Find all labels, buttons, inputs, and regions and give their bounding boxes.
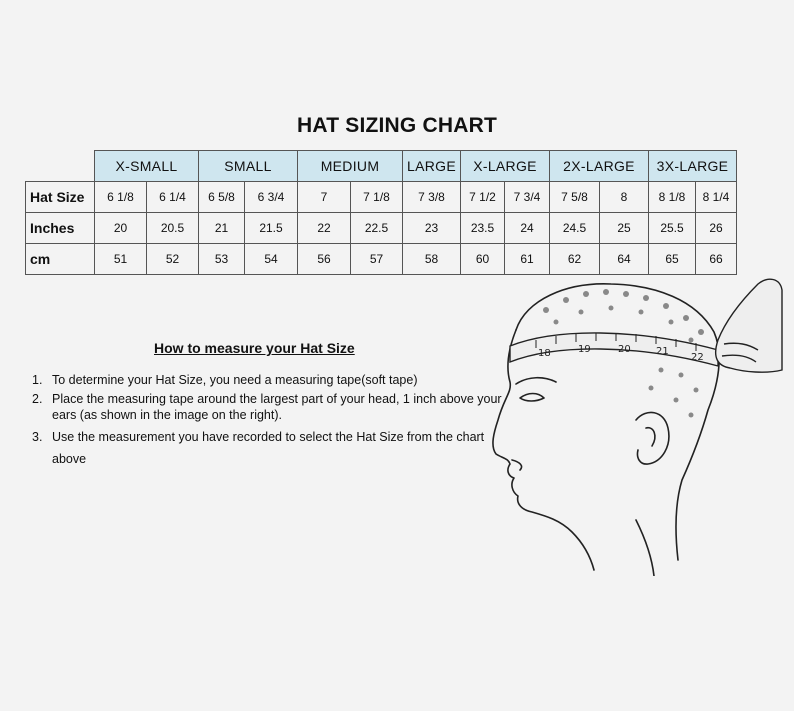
list-item [32, 372, 502, 388]
face-profile [493, 330, 594, 570]
table-cell: 51 [95, 244, 147, 275]
table-cell: 8 1/8 [649, 182, 696, 213]
table-cell: 61 [505, 244, 550, 275]
table-cell: 7 3/4 [505, 182, 550, 213]
table-cell: 53 [199, 244, 245, 275]
tape-mark: 22 [691, 352, 704, 363]
hat-size-table [25, 150, 737, 275]
table-cell: 60 [461, 244, 505, 275]
step-number: 1. [32, 373, 43, 387]
row-label: Hat Size [26, 182, 95, 213]
table-cell: 21 [199, 213, 245, 244]
group-header-xlarge: X-LARGE [461, 151, 550, 182]
tape-mark: 20 [618, 344, 631, 355]
neck-outline [636, 520, 654, 576]
table-cell: 66 [696, 244, 737, 275]
table-cell: 25.5 [649, 213, 696, 244]
table-cell: 62 [550, 244, 600, 275]
group-header-small: SMALL [199, 151, 298, 182]
table-cell: 65 [649, 244, 696, 275]
table-cell: 7 [298, 182, 351, 213]
group-header-large: LARGE [403, 151, 461, 182]
list-item [32, 391, 502, 423]
step-text: To determine your Hat Size, you need a measuring tape(soft tape) [52, 373, 418, 387]
step-text: Use the measurement you have recorded to select the Hat Size from the chart above [52, 430, 485, 466]
table-cell: 7 1/8 [351, 182, 403, 213]
table-cell: 54 [245, 244, 298, 275]
table-cell: 8 [600, 182, 649, 213]
list-item [32, 426, 502, 470]
table-cell: 7 1/2 [461, 182, 505, 213]
table-row [26, 182, 737, 213]
table-cell: 6 1/8 [95, 182, 147, 213]
table-cell: 25 [600, 213, 649, 244]
tape-mark: 18 [538, 348, 551, 359]
table-row [26, 213, 737, 244]
table-cell: 24.5 [550, 213, 600, 244]
step-text: Place the measuring tape around the largest part of your head, 1 inch above your ears (as shown in the image on the right). [52, 392, 502, 422]
table-cell: 52 [147, 244, 199, 275]
eye-outline [520, 394, 544, 402]
table-cell: 20 [95, 213, 147, 244]
table-cell: 23 [403, 213, 461, 244]
measure-steps-list [32, 372, 502, 473]
table-cell: 57 [351, 244, 403, 275]
table-cell: 64 [600, 244, 649, 275]
table-cell: 21.5 [245, 213, 298, 244]
row-label: cm [26, 244, 95, 275]
measuring-tape [510, 333, 718, 366]
table-cell: 6 3/4 [245, 182, 298, 213]
table-cell: 7 3/8 [403, 182, 461, 213]
table-cell: 56 [298, 244, 351, 275]
table-cell: 22 [298, 213, 351, 244]
ear-outline [636, 412, 669, 464]
step-number: 2. [32, 392, 43, 406]
table-cell: 6 1/4 [147, 182, 199, 213]
table-cell: 22.5 [351, 213, 403, 244]
group-header-xsmall: X-SMALL [95, 151, 199, 182]
measure-instructions-title: How to measure your Hat Size [154, 340, 355, 356]
tape-mark: 19 [578, 344, 591, 355]
page-title: HAT SIZING CHART [297, 114, 497, 137]
group-header-2xlarge: 2X-LARGE [550, 151, 649, 182]
step-number: 3. [32, 430, 43, 444]
group-header-3xlarge: 3X-LARGE [649, 151, 737, 182]
table-cell: 26 [696, 213, 737, 244]
table-cell: 8 1/4 [696, 182, 737, 213]
table-cell: 6 5/8 [199, 182, 245, 213]
row-label: Inches [26, 213, 95, 244]
head-outline [516, 284, 719, 560]
table-corner [26, 151, 95, 182]
table-cell: 23.5 [461, 213, 505, 244]
table-cell: 20.5 [147, 213, 199, 244]
head-measuring-illustration [486, 270, 786, 576]
table-cell: 58 [403, 244, 461, 275]
tape-mark: 21 [656, 346, 669, 357]
size-group-header-row [26, 151, 737, 182]
table-cell: 24 [505, 213, 550, 244]
group-header-medium: MEDIUM [298, 151, 403, 182]
hand-holding-tape [716, 279, 782, 372]
table-cell: 7 5/8 [550, 182, 600, 213]
